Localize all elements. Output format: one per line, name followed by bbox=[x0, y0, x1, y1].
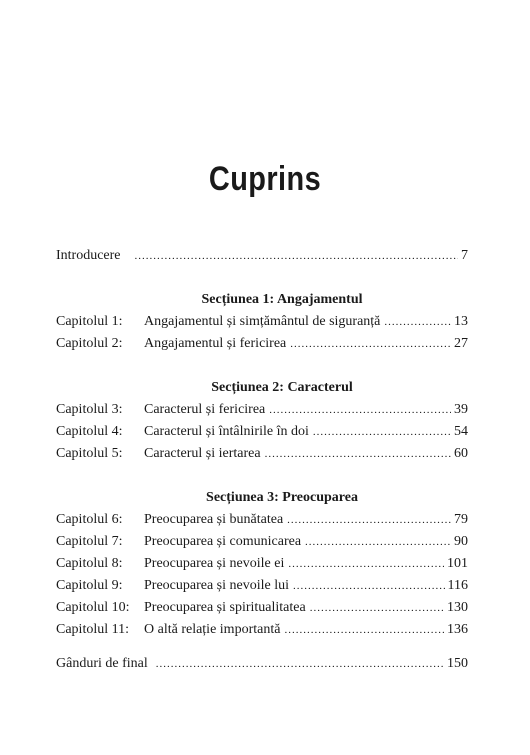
page-number: 7 bbox=[461, 248, 468, 263]
chapter-label: Capitolul 9: bbox=[56, 578, 123, 593]
toc-entry-chapter[interactable] bbox=[56, 333, 468, 355]
dot-leader bbox=[293, 575, 445, 597]
entry-title: Gânduri de final bbox=[56, 656, 148, 671]
dot-leader bbox=[135, 245, 458, 267]
page-number: 150 bbox=[447, 656, 468, 671]
page-number: 27 bbox=[454, 336, 468, 351]
dot-leader bbox=[290, 333, 451, 355]
page-number: 54 bbox=[454, 424, 468, 439]
page-number: 90 bbox=[454, 534, 468, 549]
chapter-label: Capitolul 7: bbox=[56, 534, 123, 549]
entry-title: Introducere bbox=[56, 248, 121, 263]
chapter-title: O altă relație importantă bbox=[144, 622, 281, 637]
dot-leader bbox=[310, 597, 444, 619]
chapter-title: Angajamentul și simțământul de siguranță bbox=[144, 314, 381, 329]
chapter-label: Capitolul 8: bbox=[56, 556, 123, 571]
page-number: 136 bbox=[447, 622, 468, 637]
dot-leader bbox=[284, 619, 444, 641]
page-number: 13 bbox=[454, 314, 468, 329]
chapter-label: Capitolul 3: bbox=[56, 402, 123, 417]
chapter-title: Caracterul și iertarea bbox=[144, 446, 261, 461]
toc-entry-chapter[interactable] bbox=[56, 531, 468, 553]
toc-entry-chapter[interactable] bbox=[56, 575, 468, 597]
table-of-contents bbox=[56, 245, 468, 675]
toc-entry-chapter[interactable] bbox=[56, 399, 468, 421]
chapter-label: Capitolul 5: bbox=[56, 446, 123, 461]
toc-entry-introduction[interactable] bbox=[56, 245, 468, 267]
page-number: 79 bbox=[454, 512, 468, 527]
toc-entry-chapter[interactable] bbox=[56, 553, 468, 575]
dot-leader bbox=[305, 531, 451, 553]
toc-entry-chapter[interactable] bbox=[56, 443, 468, 465]
chapter-label: Capitolul 4: bbox=[56, 424, 123, 439]
toc-entry-chapter[interactable] bbox=[56, 509, 468, 531]
toc-entry-chapter[interactable] bbox=[56, 311, 468, 333]
dot-leader bbox=[265, 443, 451, 465]
chapter-label: Capitolul 6: bbox=[56, 512, 123, 527]
chapter-label: Capitolul 11: bbox=[56, 622, 129, 637]
chapter-title: Preocuparea și comunicarea bbox=[144, 534, 302, 549]
chapter-title: Caracterul și întâlnirile în doi bbox=[144, 424, 309, 439]
chapter-title: Angajamentul și fericirea bbox=[144, 336, 287, 351]
toc-entry-chapter[interactable] bbox=[56, 619, 468, 641]
chapter-title: Preocuparea și spiritualitatea bbox=[144, 600, 306, 615]
chapter-title: Preocuparea și nevoile ei bbox=[144, 556, 285, 571]
chapter-label: Capitolul 1: bbox=[56, 314, 123, 329]
toc-entry-chapter[interactable] bbox=[56, 597, 468, 619]
page-number: 130 bbox=[447, 600, 468, 615]
dot-leader bbox=[269, 399, 451, 421]
toc-entry-final-thoughts[interactable] bbox=[56, 653, 468, 675]
chapter-title: Caracterul și fericirea bbox=[144, 402, 266, 417]
page-number: 39 bbox=[454, 402, 468, 417]
section-heading: Secțiunea 3: Preocuparea bbox=[206, 490, 358, 505]
page-number: 60 bbox=[454, 446, 468, 461]
section-heading: Secțiunea 2: Caracterul bbox=[211, 380, 353, 395]
chapter-title: Preocuparea și nevoile lui bbox=[144, 578, 290, 593]
dot-leader bbox=[156, 653, 444, 675]
page-number: 101 bbox=[447, 556, 468, 571]
page-title: Cuprins bbox=[208, 160, 322, 198]
chapter-title: Preocuparea și bunătatea bbox=[144, 512, 284, 527]
dot-leader bbox=[288, 553, 444, 575]
chapter-label: Capitolul 10: bbox=[56, 600, 130, 615]
dot-leader bbox=[384, 311, 451, 333]
page-number: 116 bbox=[447, 578, 468, 593]
dot-leader bbox=[313, 421, 451, 443]
section-heading: Secțiunea 1: Angajamentul bbox=[201, 292, 363, 307]
chapter-label: Capitolul 2: bbox=[56, 336, 123, 351]
dot-leader bbox=[287, 509, 451, 531]
toc-entry-chapter[interactable] bbox=[56, 421, 468, 443]
